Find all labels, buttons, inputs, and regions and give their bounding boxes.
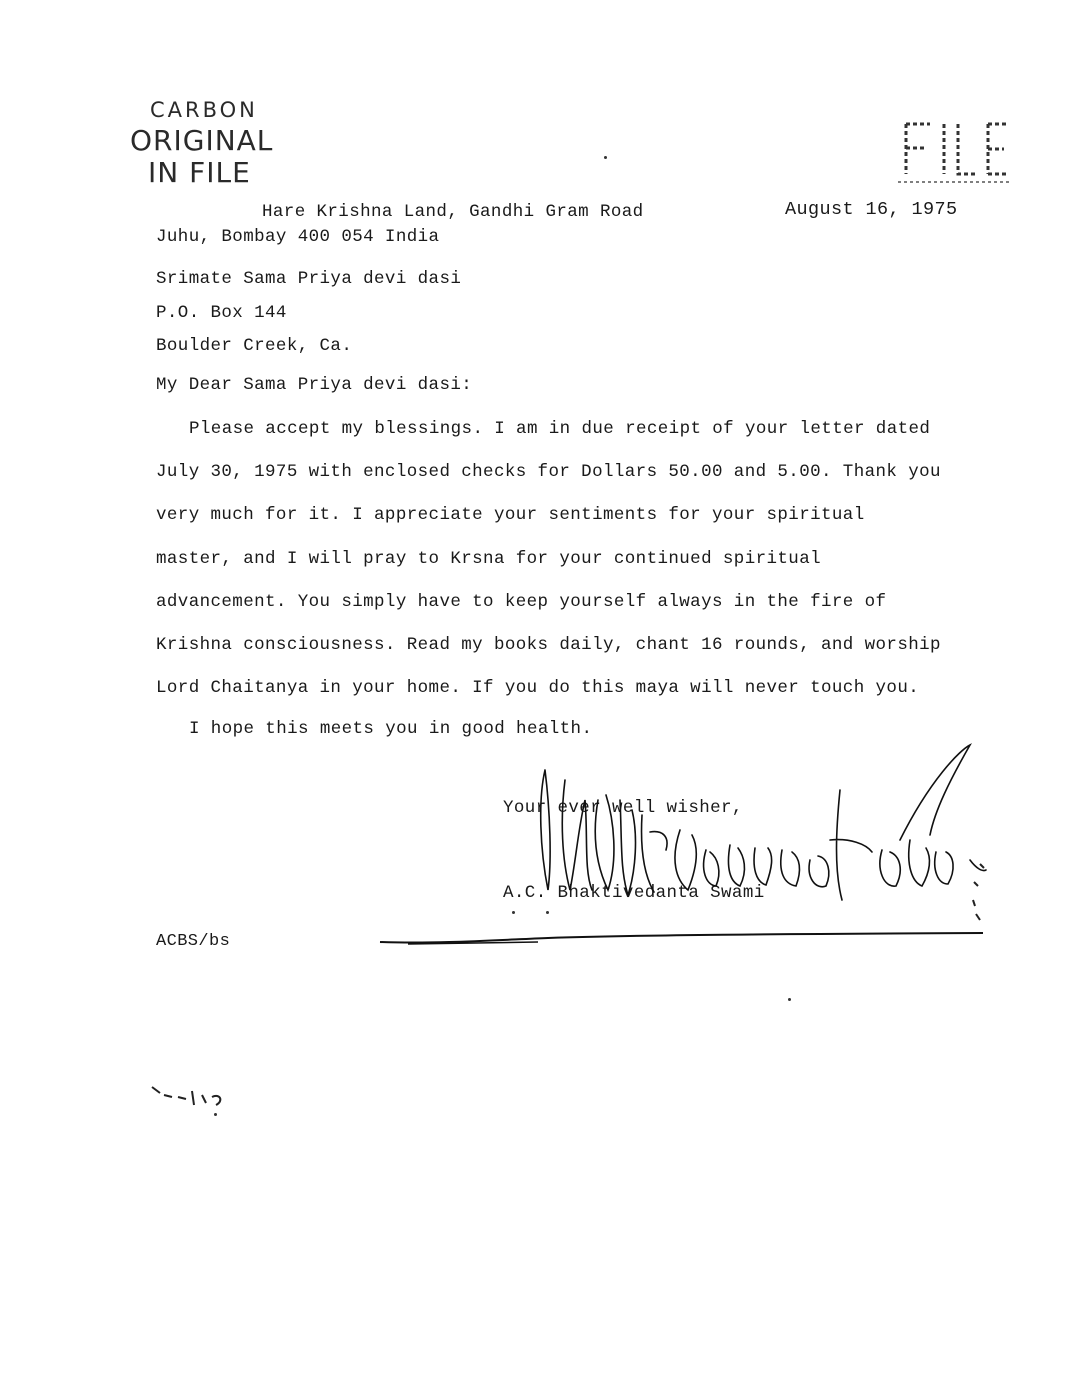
- stray-ticks: [970, 860, 990, 924]
- letter-date: August 16, 1975: [785, 199, 958, 220]
- stray-mark: [512, 911, 515, 914]
- recipient-name: Srimate Sama Priya devi dasi: [156, 269, 462, 289]
- valediction: Your ever well wisher,: [503, 798, 743, 818]
- recipient-po-box: P.O. Box 144: [156, 303, 287, 323]
- signature-rule: [378, 930, 988, 950]
- file-stamp-graphic: [896, 112, 1012, 188]
- stray-mark: [604, 156, 607, 159]
- handwritten-signature: [370, 740, 1010, 955]
- stray-scribble: [150, 1083, 234, 1113]
- salutation: My Dear Sama Priya devi dasi:: [156, 375, 473, 395]
- body-paragraph-2: I hope this meets you in good health.: [189, 719, 593, 740]
- carbon-stamp-line-1: CARBON: [150, 98, 258, 122]
- file-stamp: [896, 112, 1012, 193]
- typed-signature-name: A.C. Bhaktivedanta Swami: [503, 883, 765, 903]
- sender-address-line-2: Juhu, Bombay 400 054 India: [156, 227, 440, 247]
- stray-mark: [788, 998, 791, 1001]
- reference-initials: ACBS/bs: [156, 932, 231, 951]
- letter-body: [156, 408, 946, 752]
- body-paragraph-1: Please accept my blessings. I am in due receipt of your letter dated July 30, 1975 with enclosed checks for Dollars 50.00 and 5.00. Thank you very much for it. I appreciate your sentiments for your spiritual master, and I will pray to Krsna for your continued spiritual advancement. You simply have to keep yourself always in the fire of Krishna consciousness. Read my books daily, chant 16 rounds, and worship Lord Chaitanya in your home. If you do this maya will never touch you.: [156, 419, 941, 699]
- sender-address-line-1: Hare Krishna Land, Gandhi Gram Road: [262, 202, 644, 222]
- stray-mark: [214, 1113, 217, 1116]
- recipient-city: Boulder Creek, Ca.: [156, 336, 353, 356]
- carbon-stamp-line-3: IN FILE: [148, 156, 251, 189]
- carbon-stamp-line-2: ORIGINAL: [130, 124, 274, 157]
- stray-mark: [546, 911, 549, 914]
